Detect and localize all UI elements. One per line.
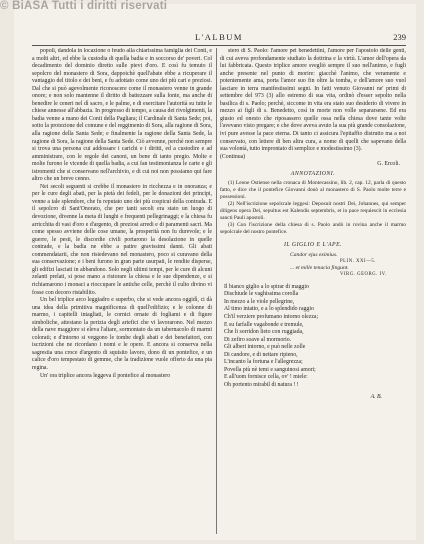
poem-signature: A. B.	[370, 393, 382, 400]
poem-line: Di zefiro soave al mormorio.	[224, 336, 292, 343]
left-paragraph: Un' ora triplice ancora leggeva il pontefice al monastero	[40, 372, 171, 379]
continua-label: (Continua)	[220, 153, 246, 160]
poem-line: Dischiude le vaghissima corolla	[224, 291, 299, 298]
poem-line: E all'uom fornisce cella, ov' ! miele:	[224, 374, 308, 381]
newspaper-page	[14, 4, 416, 540]
poem-line: Il bianco giglio a lo spirar di maggio	[224, 283, 309, 290]
poem-line: Oh portento mirabil di natura ! !	[224, 381, 299, 388]
page-header	[32, 32, 406, 44]
page-number: 239	[393, 32, 406, 42]
poem-body	[224, 284, 406, 390]
column-divider	[216, 48, 217, 534]
annotation-note: (1) Leone Ostiense nella cronaca di Montecassino, lib. 2, cap. 12, parla di questo fatto, e dice che il pontefice Giovanni donò al monastero di S. Paolo molte terre e possessioni.	[220, 180, 406, 201]
header-rule	[32, 45, 406, 46]
left-paragraph: Nei secoli seguenti si crebbe il monastero in ricchezza e in onoranza; e per le cure degli abati, per la pietà dei fedeli, per le donazioni dei principi, venne a tale splendore, che fu reputato uno dei più cospicui della contrada. E il sepolcro di Sant'Onorato, che per tanti secoli era stato un luogo di devozione, divenne la meta di lunghi e frequenti pellegrinaggi; e la chiesa fu arricchita di vasi d'oro e d'argento, di preziosi arredi e di paramenti sacri. Ma come spesso avviene delle cose umane, la prosperità non fu durevole; e le guerre, le pesti, le discordie civili portarono la desolazione in quelle contrade, e la badia ne ebbe a patire gravissimi danni. Gli abati commendatarii, che non risiedevano nel monastero, poco si curavano della sua conservazione; e i beni furono in gran parte usurpati, le rendite disperse, gli edifizi lasciati in abbandono. Solo negli ultimi tempi, per le cure di alcuni zelanti prelati, si pose mano a ristorare la chiesa e le sue dipendenze, e si richiamarono i monaci a rioccupare le antiche celle, perchè il culto divino vi fosse con decoro ristabilito.	[32, 183, 212, 296]
poem-line: Che li sorridon lieto con ruggiada,	[224, 329, 304, 336]
poem-line: Gli alberi intorno, e può nelle zolle	[224, 344, 306, 351]
running-title: L'ALBUM	[195, 32, 243, 42]
poem-line: L'incanto la fortuna e l'allegrezza;	[224, 359, 303, 366]
left-column	[32, 48, 212, 534]
watermark: © BiASA Tutti i diritti riservati	[0, 0, 168, 12]
annotation-note: (2) Nell'iscrizione sepolcrale leggesi: Deposuit nostri Dei, Johannes, qui semper diligens opera Dei, sepultus est Kalendis septembris, et in pace requiescit in ecclesia sancti Pauli apostoli.	[220, 201, 406, 222]
poem-line: E su farfalle vagabonde e tremule,	[224, 321, 304, 328]
poem-epigraph-source: PLIN. XXI—5.	[340, 258, 376, 264]
article-signature: G. Ercoli.	[377, 161, 400, 168]
poem-title: IL GIGLIO E L'APE.	[283, 242, 343, 249]
left-paragraph: Un bel triplice arco leggiadro e superbo, che si vede ancora oggidì, ci dà una idea della primitiva magnificenza di quell'edifizio; e le colonne di marmo, i capitelli intagliati, le cornici ornate di fogliami e di figure simboliche, attestano la perizia degli artefici che vi lavorarono. Nel mezzo della nave maggiore si eleva l'altare, sormontato da un tabernacolo di marmi colorati; e d'intorno si veggono le tombe degli abati e dei benefattori, con iscrizioni che ne ricordano i nomi e le opere. E ancora si conserva nella sagrestia una croce d'argento di squisito lavoro, dono di un pontefice, e un calice d'oro tempestato di gemme, che la tradizione vuole offerto da una pia regina.	[32, 297, 212, 371]
poem-line: Ch'il verziere profumano intorno olezza;	[224, 314, 319, 321]
poem-epigraph-source: VIRG. GEORG. IV.	[340, 271, 387, 277]
poem-line: Povella più nè temi e sanguinosi amori;	[224, 366, 316, 373]
left-paragraph: popoli, dandola in locazione o feudo alla chiarissima famiglia dei Conti, e a molti altri, ed ebbe la custodia di quella badia e in soccorso de' poveri. Col decadimento del dominio diretto sulle pievi d'oro. E così fu temuto il sepolcro del monastero di Sora, dappoichè quell'abate ebbe a ricuperare il vantaggio del titolo e dei beni, e fu adottato come uno dei più cari e preziosi. Dal che si può agevolmente riconoscere come il monastero venne in grande onore; e non solo mantenne il diritto di battezzare sulla fonte, ma anche di benedire le ceneri nel dì sacro, e le palme, e di esercitare l'autorità su tutte le chiese annesse all'abbazia. In progresso di tempo, a causa dei rivolgimenti, la badia venne a mano dei Conti della Pagliara; il Cardinale di Santa Sede; poi, sotto la protezione del comune e del reggimento di Sora, alla ragione di Sora, alla ragione della Santa Sede; e finalmente la ragione della Santa Sede, la ragione di Sora, la ragione della Santa Sede. Ciò avvenne, perchè non sempre si trova una persona cui addossare i carichi e i diritti, ed a custodire e ad amministrare, con le regole dei canoni, un bene di tanto pregio. Molte e molte furono le vicende di quella badia, a cui fan testimonianza le carte e gli istromenti che si conservano nell'archivio, e di cui noi non possiamo qui fare altro che un breve cenno.	[32, 48, 212, 183]
right-paragraph: stero di S. Paolo: l'amore pei benedettini, l'amore per l'apostolo delle genti, di cui aveva profondamente studiato la dottrina e la virtù. L'amor dell'opera da lui fabbricata. Questo triplice amore svegliò sempre il suo nell'animo, e fugli anche presente nel punto di morire: giacchè l'animo, che veramente e potentemente ama, porta l'amor suo fin oltre la tomba, e dell'amore suo vuol lasciare in terra manifestissimi segni. In fatti venuto Giovanni ne' primi di settembre del 973 (3) allo estremo di sua vita, ordinò d'esser sepolto nella basilica di s. Paolo; perchè, siccome in vita era stato suo desiderio di vivere in mezzo ai figli di s. Benedetto, così in morte non volle separarsene. Ed era giusto ed onesto che riposassero quelle ossa nella chiesa dove tante volte l'avevano visto pregare; e che dove aveva avuto la sua più grande consolazione, ivi pure avesse la pace eterna. Di tanto ci assicura l'epitaffio distrutto ma a noi conservato, con lettere di ben altra cura, a nome di quelli che sapevano della sua volontà, tutto improntato di semplice e modestissimo (3).	[220, 48, 406, 153]
poem-line: Di candore, e di nettare ripieno,	[224, 351, 298, 358]
poem-epigraph-line: ... et mille tenacia fingunt.	[290, 264, 349, 271]
poem-epigraph-line: Candor ejus eximius.	[290, 251, 338, 258]
right-column	[220, 48, 406, 534]
annotation-note: (3) Con l'iscrizione della chiesa di s. Paolo andò in rovina anche il marmo sepolcrale del nostro pontefice.	[220, 222, 406, 236]
poem-line: In mezzo a le viole pellegrine,	[224, 298, 295, 305]
poem-line: Al timo intatto, e a lo splendido raggio	[224, 306, 314, 313]
annotations-heading: ANNOTAZIONI.	[290, 170, 336, 177]
